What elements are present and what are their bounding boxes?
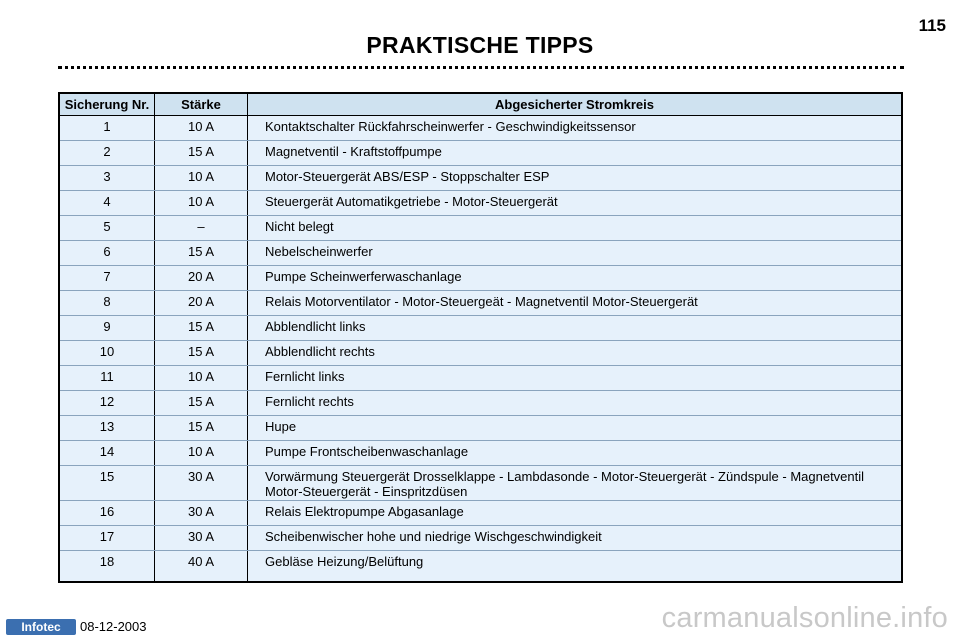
- watermark: carmanualsonline.info: [661, 602, 948, 634]
- table-header-row: [59, 93, 902, 116]
- table-row: [59, 241, 902, 266]
- page-title: PRAKTISCHE TIPPS: [366, 32, 594, 58]
- table-row: [59, 191, 902, 216]
- fuse-number-cell: 3: [59, 166, 155, 191]
- table-row: [59, 441, 902, 466]
- fuse-rating-cell: 15 A: [155, 141, 248, 166]
- fuse-circuit-cell: Pumpe Frontscheibenwaschanlage: [248, 441, 903, 466]
- fuse-rating-cell: 30 A: [155, 526, 248, 551]
- fuse-number-cell: 18: [59, 551, 155, 583]
- fuse-number-cell: 9: [59, 316, 155, 341]
- fuse-number-cell: 10: [59, 341, 155, 366]
- table-row: [59, 316, 902, 341]
- table-body: [59, 116, 902, 583]
- fuse-table: [58, 92, 903, 583]
- fuse-circuit-cell: Fernlicht links: [248, 366, 903, 391]
- table-row: [59, 391, 902, 416]
- table-row: [59, 551, 902, 583]
- fuse-circuit-cell: Magnetventil - Kraftstoffpumpe: [248, 141, 903, 166]
- fuse-circuit-cell: Relais Motorventilator - Motor-Steuergeät - Magnetventil Motor-Steuergerät: [248, 291, 903, 316]
- fuse-circuit-cell: Gebläse Heizung/Belüftung: [248, 551, 903, 583]
- fuse-rating-cell: 15 A: [155, 316, 248, 341]
- table-row: [59, 141, 902, 166]
- fuse-rating-cell: 20 A: [155, 291, 248, 316]
- table-row: [59, 266, 902, 291]
- fuse-circuit-cell: Scheibenwischer hohe und niedrige Wischgeschwindigkeit: [248, 526, 903, 551]
- fuse-rating-cell: 10 A: [155, 166, 248, 191]
- fuse-number-cell: 5: [59, 216, 155, 241]
- fuse-circuit-cell: Steuergerät Automatikgetriebe - Motor-Steuergerät: [248, 191, 903, 216]
- fuse-rating-cell: 10 A: [155, 366, 248, 391]
- table-row: [59, 341, 902, 366]
- fuse-number-cell: 13: [59, 416, 155, 441]
- fuse-circuit-cell: Nebelscheinwerfer: [248, 241, 903, 266]
- table-row: [59, 366, 902, 391]
- fuse-number-cell: 1: [59, 116, 155, 141]
- fuse-number-cell: 7: [59, 266, 155, 291]
- fuse-number-cell: 12: [59, 391, 155, 416]
- table-row: [59, 116, 902, 141]
- fuse-number-cell: 16: [59, 501, 155, 526]
- table-row: [59, 466, 902, 501]
- fuse-rating-cell: 10 A: [155, 116, 248, 141]
- fuse-circuit-cell: Abblendlicht rechts: [248, 341, 903, 366]
- column-header-circuit: Abgesicherter Stromkreis: [248, 93, 903, 116]
- page-number: 115: [918, 16, 946, 35]
- fuse-rating-cell: 30 A: [155, 501, 248, 526]
- table-row: [59, 216, 902, 241]
- fuse-circuit-cell: Vorwärmung Steuergerät Drosselklappe - Lambdasonde - Motor-Steuergerät - Zündspule - Magnetventil Motor-Steuergerät - Einspritzdüsen: [248, 466, 903, 501]
- column-header-fuse-number: Sicherung Nr.: [59, 93, 155, 116]
- fuse-rating-cell: 15 A: [155, 416, 248, 441]
- fuse-number-cell: 14: [59, 441, 155, 466]
- fuse-rating-cell: 20 A: [155, 266, 248, 291]
- fuse-number-cell: 15: [59, 466, 155, 501]
- fuse-number-cell: 11: [59, 366, 155, 391]
- table-row: [59, 526, 902, 551]
- fuse-number-cell: 2: [59, 141, 155, 166]
- column-header-rating: Stärke: [155, 93, 248, 116]
- fuse-rating-cell: 30 A: [155, 466, 248, 501]
- dotted-divider: [58, 66, 904, 69]
- table-row: [59, 166, 902, 191]
- fuse-circuit-cell: Abblendlicht links: [248, 316, 903, 341]
- fuse-circuit-cell: Relais Elektropumpe Abgasanlage: [248, 501, 903, 526]
- table-row: [59, 291, 902, 316]
- fuse-circuit-cell: Fernlicht rechts: [248, 391, 903, 416]
- fuse-rating-cell: 10 A: [155, 191, 248, 216]
- table-row: [59, 416, 902, 441]
- fuse-circuit-cell: Nicht belegt: [248, 216, 903, 241]
- fuse-number-cell: 6: [59, 241, 155, 266]
- fuse-rating-cell: 15 A: [155, 391, 248, 416]
- footer-date: 08-12-2003: [80, 619, 147, 634]
- table-row: [59, 501, 902, 526]
- fuse-circuit-cell: Hupe: [248, 416, 903, 441]
- fuse-number-cell: 8: [59, 291, 155, 316]
- fuse-rating-cell: 40 A: [155, 551, 248, 583]
- fuse-number-cell: 17: [59, 526, 155, 551]
- fuse-circuit-cell: Motor-Steuergerät ABS/ESP - Stoppschalter ESP: [248, 166, 903, 191]
- fuse-rating-cell: –: [155, 216, 248, 241]
- fuse-number-cell: 4: [59, 191, 155, 216]
- fuse-rating-cell: 10 A: [155, 441, 248, 466]
- fuse-circuit-cell: Pumpe Scheinwerferwaschanlage: [248, 266, 903, 291]
- fuse-circuit-cell: Kontaktschalter Rückfahrscheinwerfer - Geschwindigkeitssensor: [248, 116, 903, 141]
- fuse-rating-cell: 15 A: [155, 241, 248, 266]
- infotec-logo: Infotec: [6, 619, 76, 635]
- fuse-rating-cell: 15 A: [155, 341, 248, 366]
